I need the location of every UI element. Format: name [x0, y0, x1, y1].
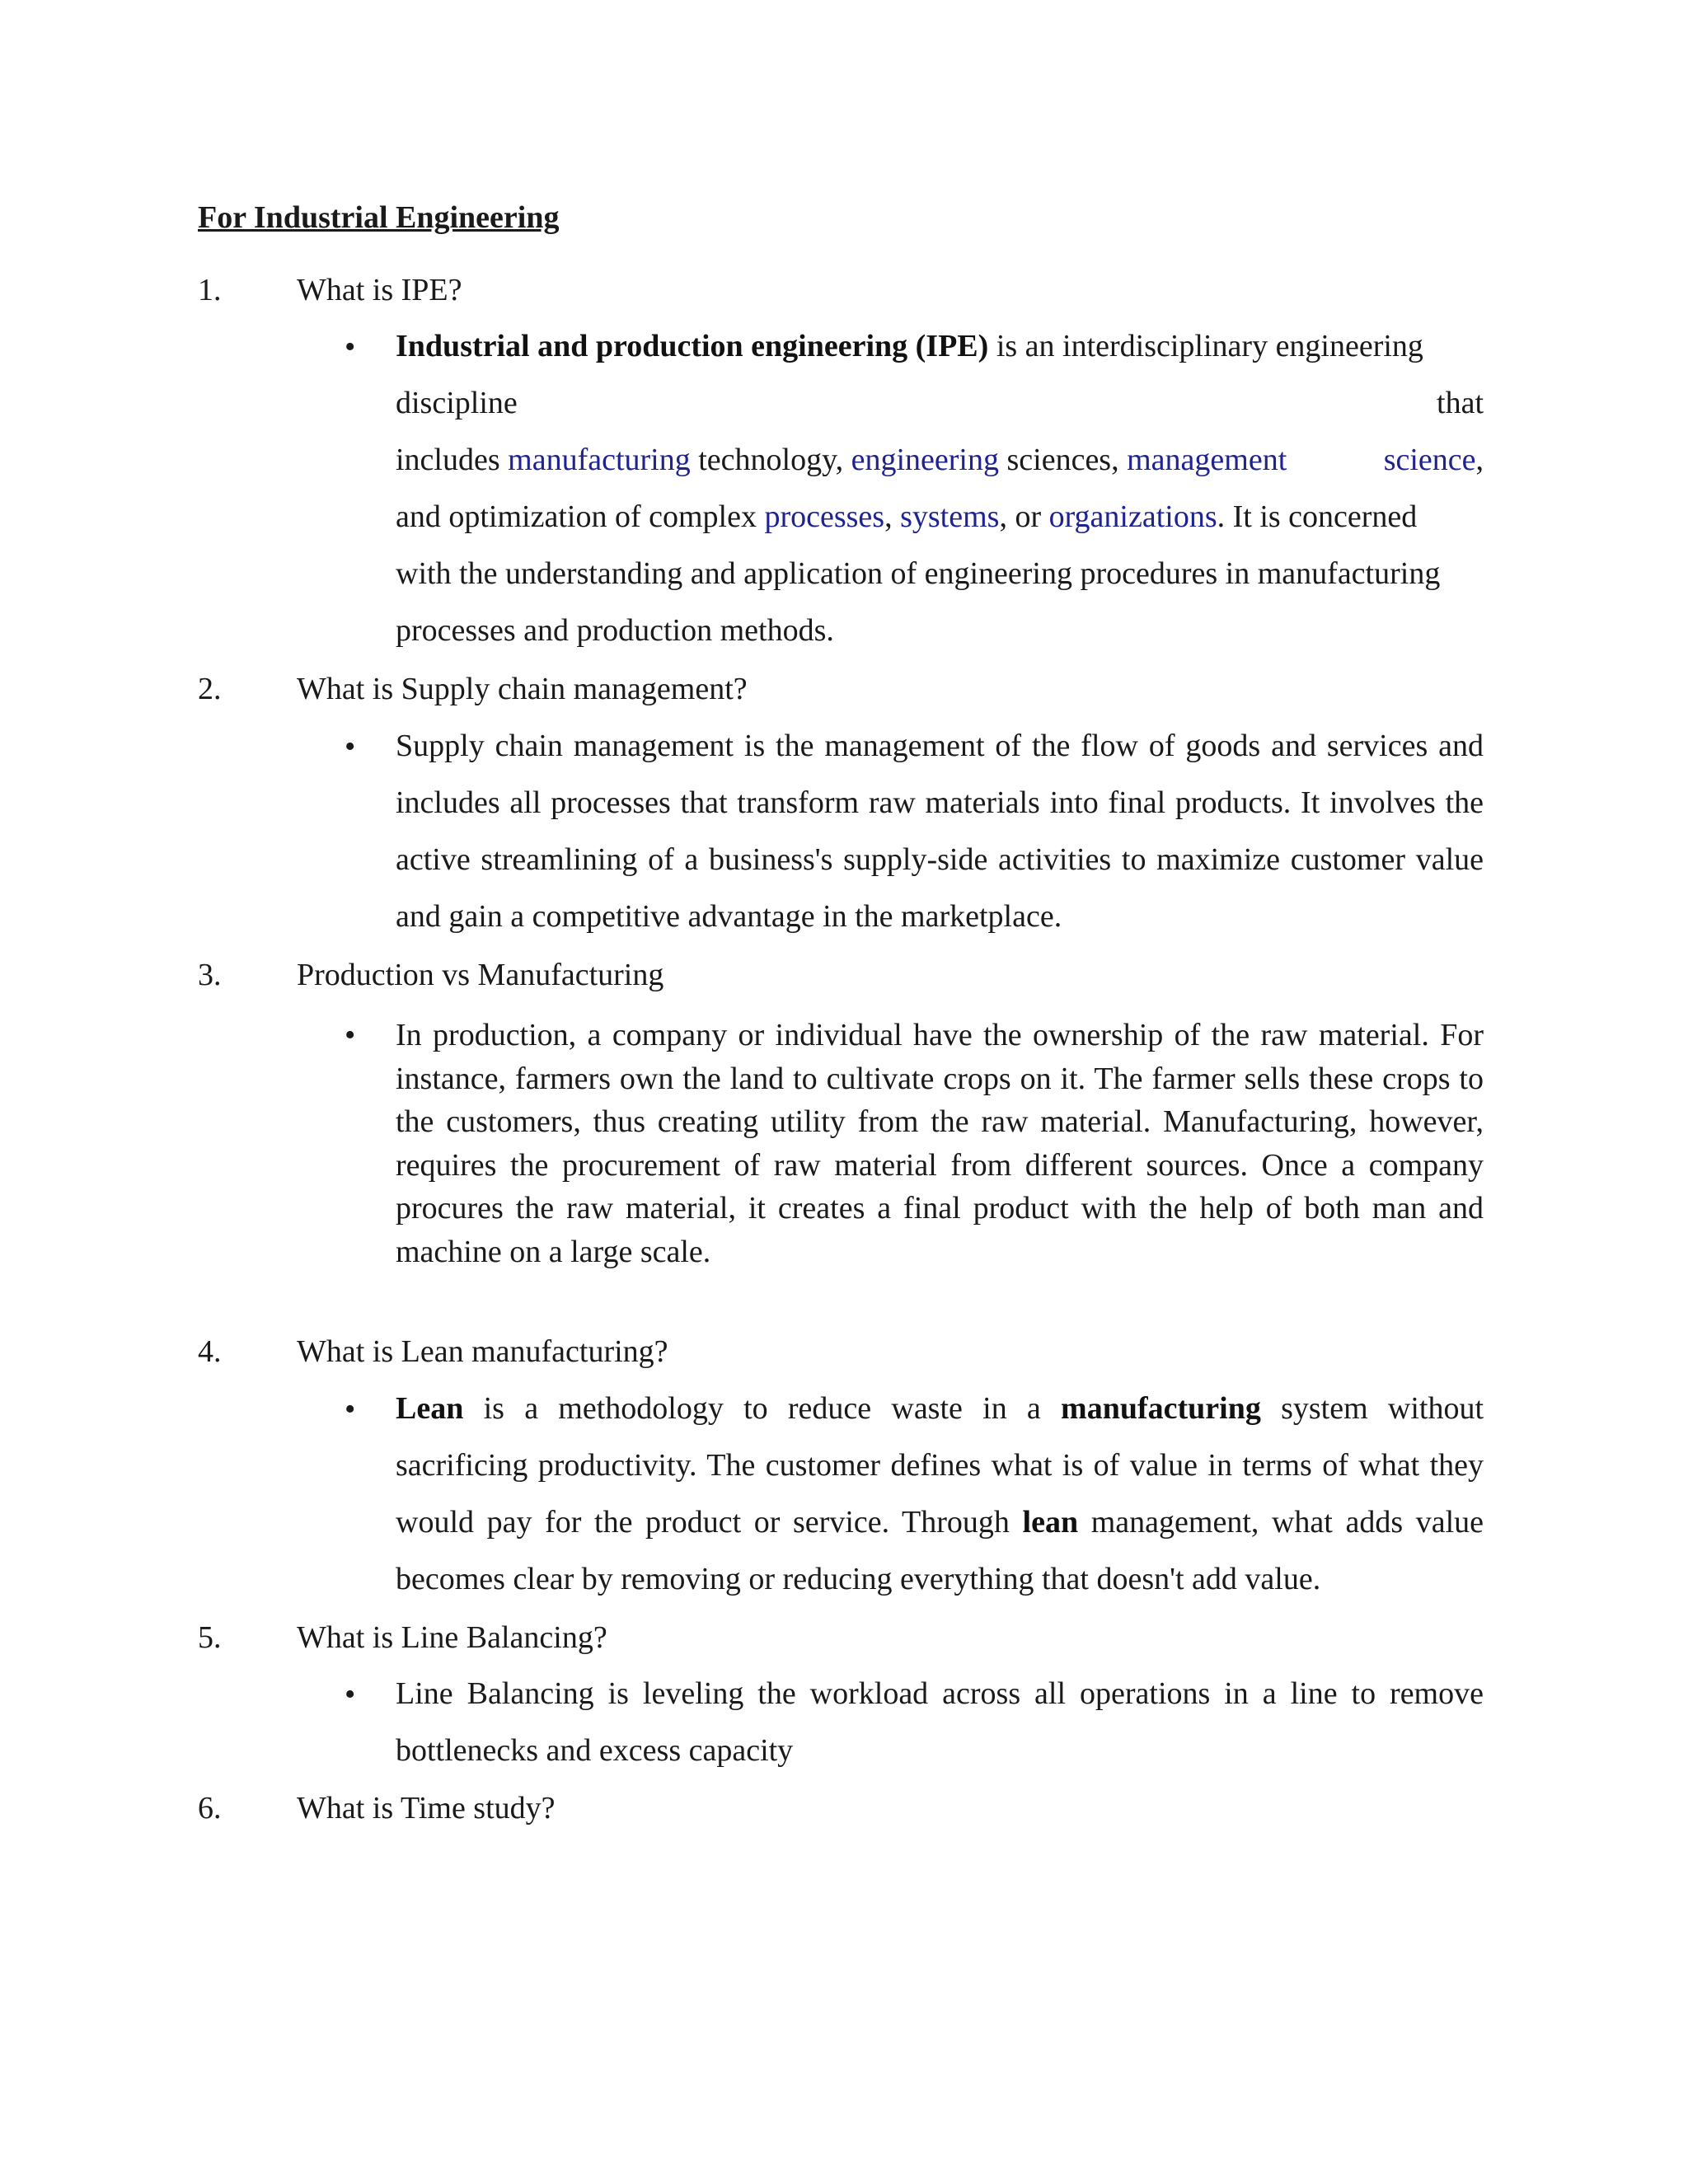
answer-4: Lean is a methodology to reduce waste in a manufacturing system without sacrificing productivity. The customer defines what is of value in terms of what they would pay for the product or service. Through lean management, what adds value becomes clear by removing or reducing everything that doesn't add value. — [396, 1391, 1484, 1596]
question-title: Production vs Manufacturing — [297, 958, 664, 992]
question-number: 2. — [198, 672, 222, 706]
question-title: What is Supply chain management? — [297, 672, 748, 706]
question-number: 3. — [198, 958, 222, 992]
link-organizations[interactable]: organizations — [1048, 499, 1217, 534]
link-processes[interactable]: processes — [764, 499, 885, 534]
link-manufacturing[interactable]: manufacturing — [508, 443, 691, 477]
bold-term: lean — [1022, 1505, 1079, 1540]
answer-line: processes and production methods. — [396, 613, 834, 648]
link-engineering[interactable]: engineering — [851, 443, 999, 477]
question-number: 1. — [198, 273, 222, 307]
answer-line: and optimization of complex processes, systems, or organizations. It is concerned — [396, 499, 1418, 534]
bullet-icon: • — [345, 729, 356, 764]
question-title: What is Lean manufacturing? — [297, 1334, 668, 1369]
bullet-icon: • — [345, 1392, 356, 1427]
question-title: What is Time study? — [297, 1791, 556, 1825]
bullet-icon: • — [345, 330, 356, 364]
answer-2: Supply chain management is the management of the flow of goods and services and includes all processes that transform raw materials into final products. It involves the active streamlining of a business's supply-side activities to maximize customer value and gain a competitive advantage in the marketplace. — [396, 729, 1484, 934]
page-title: For Industrial Engineering — [198, 200, 560, 235]
bold-term: Lean — [396, 1391, 464, 1426]
link-science[interactable]: science — [1383, 443, 1476, 477]
bullet-icon: • — [345, 1677, 356, 1712]
answer-3: In production, a company or individual have the ownership of the raw material. For instance, farmers own the land to cultivate crops on it. The farmer sells these crops to the customers, thus creating utility from the raw material. Manufacturing, however, requires the procurement of raw material from different sources. Once a company procures the raw material, it creates a final product with the help of both man and machine on a large scale. — [396, 1018, 1484, 1269]
question-number: 4. — [198, 1334, 222, 1369]
question-number: 6. — [198, 1791, 222, 1825]
link-systems[interactable]: systems — [900, 499, 1000, 534]
link-management[interactable]: management — [1127, 443, 1287, 477]
answer-5: Line Balancing is leveling the workload across all operations in a line to remove bottlenecks and excess capacity — [396, 1676, 1484, 1768]
answer-1 — [396, 318, 1484, 659]
bold-term: manufacturing — [1061, 1391, 1261, 1426]
answer-line: discipline that — [396, 386, 1484, 420]
bullet-icon: • — [345, 1018, 356, 1052]
answer-line: with the understanding and application of engineering procedures in manufacturing — [396, 556, 1441, 591]
question-title: What is IPE? — [297, 273, 462, 307]
bold-term: Industrial and production engineering (IPE) — [396, 329, 989, 363]
answer-line: includes manufacturing technology, engineering sciences, management science, — [396, 443, 1484, 477]
question-title: What is Line Balancing? — [297, 1620, 607, 1655]
question-number: 5. — [198, 1620, 222, 1655]
answer-line: Industrial and production engineering (IPE) is an interdisciplinary engineering — [396, 329, 1423, 363]
